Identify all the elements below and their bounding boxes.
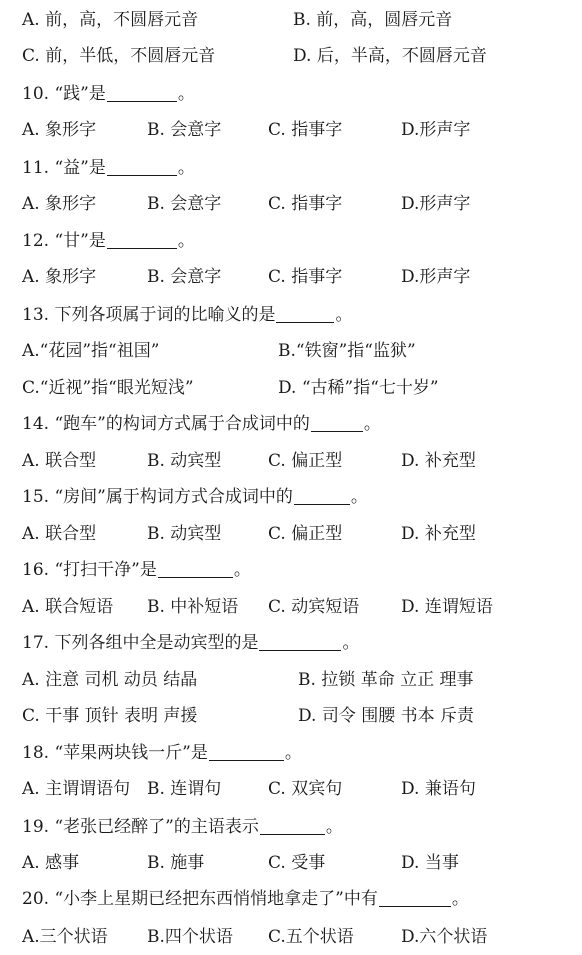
answer-option: D. 司令 围腰 书本 斥责 — [298, 706, 475, 726]
question-line — [0, 150, 582, 186]
options-line — [0, 919, 582, 955]
question-end-mark: 。 — [177, 84, 195, 104]
question-stem — [22, 735, 302, 771]
answer-option: D.形声字 — [401, 267, 471, 287]
answer-option: A. 联合型 — [22, 451, 97, 471]
answer-blank — [379, 888, 451, 907]
answer-option: B. 中补短语 — [147, 597, 239, 617]
question-text: 14. “跑车”的构词方式属于合成词中的 — [22, 414, 310, 434]
answer-option: B. 会意字 — [147, 194, 222, 214]
answer-option: C.“近视”指“眼光短浅” — [22, 378, 194, 398]
question-text: 12. “甘”是 — [22, 231, 106, 251]
question-text: 16. “打扫干净”是 — [22, 560, 157, 580]
question-line — [0, 735, 582, 771]
answer-blank — [259, 632, 341, 651]
answer-option: A.“花园”指“祖国” — [22, 341, 160, 361]
answer-blank — [260, 816, 325, 835]
question-stem — [22, 150, 195, 186]
answer-option: B. 连谓句 — [147, 779, 222, 799]
options-line — [0, 333, 582, 369]
answer-option: D.六个状语 — [401, 927, 488, 947]
question-end-mark: 。 — [335, 305, 353, 325]
answer-option: C. 前，半低，不圆唇元音 — [22, 46, 216, 66]
answer-blank — [107, 83, 177, 102]
answer-option: A. 联合短语 — [22, 597, 114, 617]
answer-option: A.三个状语 — [22, 927, 108, 947]
question-stem — [22, 809, 343, 845]
question-text: 13. 下列各项属于词的比喻义的是 — [22, 305, 276, 325]
answer-option: B. 前，高，圆唇元音 — [293, 10, 453, 30]
question-end-mark: 。 — [325, 817, 343, 837]
answer-blank — [107, 157, 177, 176]
answer-option: A. 感事 — [22, 853, 80, 873]
question-text: 10. “践”是 — [22, 84, 106, 104]
answer-blank — [158, 559, 233, 578]
question-line — [0, 625, 582, 661]
answer-option: C. 指事字 — [268, 267, 343, 287]
question-end-mark: 。 — [342, 633, 360, 653]
answer-option: C. 偏正型 — [268, 524, 343, 544]
question-end-mark: 。 — [177, 158, 195, 178]
options-line — [0, 771, 582, 807]
answer-option: D. 后，半高，不圆唇元音 — [293, 46, 487, 66]
answer-option: C. 双宾句 — [268, 779, 343, 799]
answer-option: D. 兼语句 — [401, 779, 476, 799]
question-stem — [22, 479, 368, 515]
question-line — [0, 223, 582, 259]
answer-option: B. 会意字 — [147, 267, 222, 287]
options-line — [0, 259, 582, 295]
answer-option: C. 动宾短语 — [268, 597, 360, 617]
question-line — [0, 297, 582, 333]
answer-blank — [294, 486, 350, 505]
question-text: 15. “房间”属于构词方式合成词中的 — [22, 487, 293, 507]
answer-blank — [276, 304, 334, 323]
answer-option: D. 连谓短语 — [401, 597, 493, 617]
options-line — [0, 698, 582, 734]
options-line — [0, 589, 582, 625]
question-end-mark: 。 — [451, 889, 469, 909]
question-line — [0, 479, 582, 515]
answer-option: D. 补充型 — [401, 451, 476, 471]
question-stem — [22, 297, 352, 333]
options-line — [0, 186, 582, 222]
question-end-mark: 。 — [350, 487, 368, 507]
question-stem — [22, 223, 195, 259]
question-text: 17. 下列各组中全是动宾型的是 — [22, 633, 259, 653]
question-stem — [22, 625, 359, 661]
options-line — [0, 2, 582, 38]
question-text: 11. “益”是 — [22, 158, 106, 178]
answer-option: C.五个状语 — [268, 927, 354, 947]
answer-option: C. 指事字 — [268, 120, 343, 140]
answer-option: D. 当事 — [401, 853, 459, 873]
answer-option: C. 受事 — [268, 853, 326, 873]
options-line — [0, 443, 582, 479]
answer-option: A. 象形字 — [22, 267, 97, 287]
options-line — [0, 112, 582, 148]
answer-option: B. 施事 — [147, 853, 205, 873]
answer-option: B.“铁窗”指“监狱” — [278, 341, 416, 361]
question-line — [0, 76, 582, 112]
answer-option: A. 前，高，不圆唇元音 — [22, 10, 199, 30]
answer-option: A. 象形字 — [22, 120, 97, 140]
answer-option: B. 拉锁 革命 立正 理事 — [298, 670, 474, 690]
answer-option: B.四个状语 — [147, 927, 233, 947]
question-line — [0, 881, 582, 917]
question-end-mark: 。 — [177, 231, 195, 251]
question-end-mark: 。 — [233, 560, 251, 580]
answer-option: A. 联合型 — [22, 524, 97, 544]
answer-blank — [107, 230, 177, 249]
answer-option: D.形声字 — [401, 120, 471, 140]
options-line — [0, 38, 582, 74]
answer-option: D. 补充型 — [401, 524, 476, 544]
answer-option: D. “古稀”指“七十岁” — [278, 378, 439, 398]
question-end-mark: 。 — [363, 414, 381, 434]
question-end-mark: 。 — [284, 743, 302, 763]
options-line — [0, 370, 582, 406]
answer-option: C. 干事 顶针 表明 声援 — [22, 706, 198, 726]
options-line — [0, 516, 582, 552]
question-text: 20. “小李上星期已经把东西悄悄地拿走了”中有 — [22, 889, 378, 909]
answer-option: A. 注意 司机 动员 结晶 — [22, 670, 198, 690]
answer-option: C. 指事字 — [268, 194, 343, 214]
answer-option: B. 会意字 — [147, 120, 222, 140]
question-line — [0, 809, 582, 845]
answer-blank — [209, 742, 284, 761]
answer-option: B. 动宾型 — [147, 524, 222, 544]
question-text: 18. “苹果两块钱一斤”是 — [22, 743, 208, 763]
answer-option: B. 动宾型 — [147, 451, 222, 471]
answer-option: D.形声字 — [401, 194, 471, 214]
answer-option: A. 主谓谓语句 — [22, 779, 131, 799]
options-line — [0, 845, 582, 881]
question-stem — [22, 76, 195, 112]
question-line — [0, 406, 582, 442]
question-text: 19. “老张已经醉了”的主语表示 — [22, 817, 259, 837]
question-line — [0, 552, 582, 588]
question-stem — [22, 406, 381, 442]
answer-blank — [311, 413, 363, 432]
options-line — [0, 662, 582, 698]
answer-option: A. 象形字 — [22, 194, 97, 214]
question-stem — [22, 881, 469, 917]
question-stem — [22, 552, 251, 588]
answer-option: C. 偏正型 — [268, 451, 343, 471]
